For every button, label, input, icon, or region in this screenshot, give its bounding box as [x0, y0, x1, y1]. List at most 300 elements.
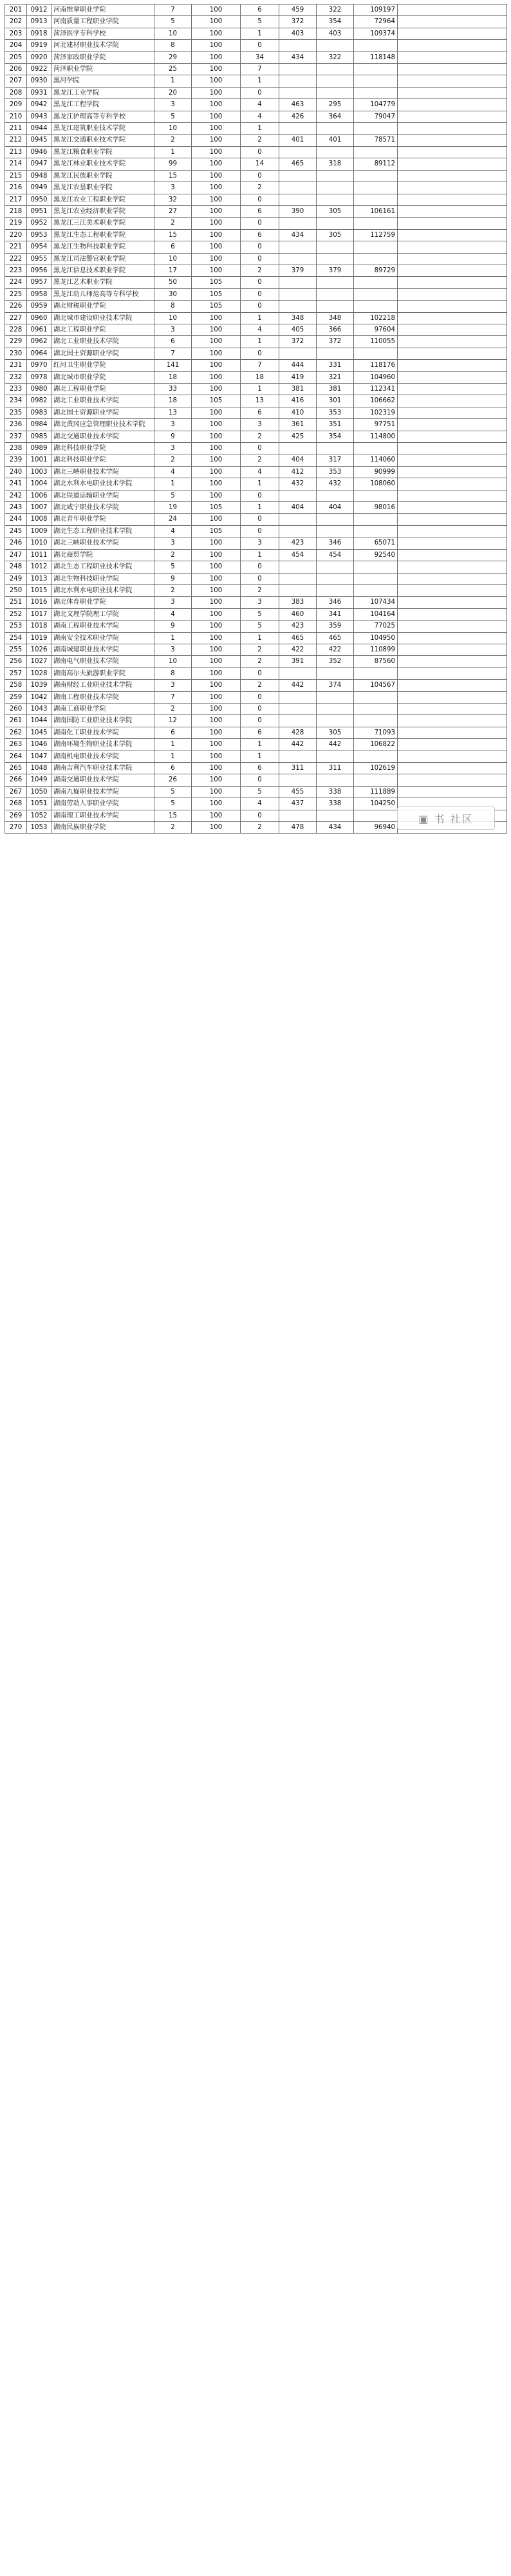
cell-adm: 0: [241, 667, 279, 679]
table-row: [5, 549, 507, 561]
cell-score: 100: [192, 360, 241, 371]
cell-rank: [354, 810, 398, 821]
cell-name: 黑龙江生物科技职业学院: [51, 241, 154, 253]
cell-score: 100: [192, 348, 241, 359]
cell-blank: [398, 644, 507, 655]
cell-min: 454: [317, 549, 354, 561]
cell-score: 100: [192, 16, 241, 28]
cell-min: 354: [317, 16, 354, 28]
table-row: [5, 229, 507, 241]
cell-score: 100: [192, 146, 241, 158]
cell-score: 105: [192, 395, 241, 407]
cell-code: 0970: [27, 360, 51, 371]
cell-max: 465: [279, 632, 317, 644]
cell-no: 265: [5, 763, 27, 774]
cell-min: [317, 75, 354, 87]
cell-min: 379: [317, 265, 354, 276]
cell-no: 228: [5, 324, 27, 335]
cell-rank: 98016: [354, 502, 398, 514]
cell-no: 217: [5, 194, 27, 205]
cell-name: 黑龙江农业经济职业学院: [51, 205, 154, 217]
cell-min: [317, 194, 354, 205]
cell-code: 1006: [27, 490, 51, 501]
cell-name: 湖北工业职业技术学院: [51, 395, 154, 407]
table-body: [5, 5, 507, 834]
cell-max: [279, 443, 317, 454]
cell-name: 湖南电气职业技术学院: [51, 656, 154, 667]
cell-adm: 1: [241, 75, 279, 87]
cell-blank: [398, 525, 507, 537]
cell-score: 100: [192, 490, 241, 501]
cell-blank: [398, 301, 507, 312]
table-row: [5, 312, 507, 324]
cell-rank: [354, 525, 398, 537]
cell-min: [317, 715, 354, 727]
cell-plan: 50: [154, 277, 192, 288]
cell-name: 黑龙江交通职业技术学院: [51, 135, 154, 146]
cell-score: 100: [192, 751, 241, 762]
cell-no: 208: [5, 87, 27, 98]
cell-code: 0958: [27, 288, 51, 300]
cell-plan: 1: [154, 751, 192, 762]
cell-min: 359: [317, 621, 354, 632]
admission-data-table: [5, 4, 507, 834]
cell-plan: 15: [154, 170, 192, 182]
cell-max: [279, 146, 317, 158]
cell-score: 100: [192, 182, 241, 194]
cell-rank: 97604: [354, 324, 398, 335]
cell-no: 202: [5, 16, 27, 28]
cell-blank: [398, 229, 507, 241]
cell-code: 0943: [27, 111, 51, 122]
cell-no: 252: [5, 608, 27, 620]
cell-no: 215: [5, 170, 27, 182]
cell-min: 401: [317, 135, 354, 146]
cell-no: 205: [5, 51, 27, 63]
cell-code: 1049: [27, 774, 51, 786]
cell-no: 210: [5, 111, 27, 122]
cell-name: 黑龙江粮食职业学院: [51, 146, 154, 158]
cell-adm: 0: [241, 288, 279, 300]
cell-rank: [354, 170, 398, 182]
site-watermark-logo: ▣ 书 社区: [397, 807, 495, 830]
cell-min: [317, 288, 354, 300]
cell-name: 湖北生物科技职业学院: [51, 573, 154, 584]
cell-plan: 20: [154, 87, 192, 98]
cell-blank: [398, 537, 507, 549]
cell-code: 1013: [27, 573, 51, 584]
cell-blank: [398, 407, 507, 418]
cell-no: 261: [5, 715, 27, 727]
table-row: [5, 632, 507, 644]
cell-blank: [398, 241, 507, 253]
table-row: [5, 87, 507, 98]
cell-code: 1003: [27, 466, 51, 478]
cell-adm: 0: [241, 525, 279, 537]
cell-blank: [398, 111, 507, 122]
cell-max: [279, 774, 317, 786]
cell-blank: [398, 584, 507, 596]
cell-rank: 104779: [354, 99, 398, 111]
cell-rank: 114060: [354, 454, 398, 466]
cell-blank: [398, 16, 507, 28]
cell-no: 209: [5, 99, 27, 111]
cell-min: 434: [317, 822, 354, 834]
cell-min: 305: [317, 205, 354, 217]
cell-adm: 1: [241, 28, 279, 39]
cell-max: 401: [279, 135, 317, 146]
cell-adm: 1: [241, 312, 279, 324]
cell-plan: 5: [154, 786, 192, 798]
cell-rank: [354, 348, 398, 359]
cell-rank: 104960: [354, 371, 398, 383]
cell-rank: 89112: [354, 158, 398, 170]
cell-blank: [398, 371, 507, 383]
cell-min: 305: [317, 229, 354, 241]
cell-name: 湖南财经工业职业技术学院: [51, 680, 154, 691]
cell-adm: 0: [241, 443, 279, 454]
cell-score: 105: [192, 277, 241, 288]
cell-plan: 15: [154, 810, 192, 821]
cell-score: 100: [192, 241, 241, 253]
cell-rank: [354, 87, 398, 98]
table-row: [5, 277, 507, 288]
cell-adm: 0: [241, 514, 279, 525]
cell-min: 348: [317, 312, 354, 324]
cell-min: [317, 64, 354, 75]
cell-name: 湖北科技职业学院: [51, 443, 154, 454]
cell-code: 1053: [27, 822, 51, 834]
cell-max: [279, 301, 317, 312]
cell-score: 100: [192, 75, 241, 87]
table-row: [5, 407, 507, 418]
cell-code: 0956: [27, 265, 51, 276]
cell-rank: 108060: [354, 478, 398, 490]
cell-no: 268: [5, 798, 27, 810]
cell-max: 442: [279, 739, 317, 751]
cell-blank: [398, 99, 507, 111]
cell-score: 100: [192, 537, 241, 549]
cell-no: 260: [5, 703, 27, 714]
cell-code: 0960: [27, 312, 51, 324]
cell-blank: [398, 656, 507, 667]
table-row: [5, 265, 507, 276]
cell-plan: 9: [154, 431, 192, 442]
cell-name: 红河卫生职业学院: [51, 360, 154, 371]
cell-name: 河南质量工程职业学院: [51, 16, 154, 28]
cell-code: 1004: [27, 478, 51, 490]
cell-plan: 2: [154, 454, 192, 466]
cell-code: 0982: [27, 395, 51, 407]
cell-code: 0931: [27, 87, 51, 98]
cell-blank: [398, 135, 507, 146]
cell-adm: 7: [241, 360, 279, 371]
cell-min: 372: [317, 336, 354, 348]
cell-blank: [398, 123, 507, 135]
cell-code: 1026: [27, 644, 51, 655]
cell-max: [279, 703, 317, 714]
cell-max: [279, 75, 317, 87]
cell-rank: 90999: [354, 466, 398, 478]
cell-code: 1008: [27, 514, 51, 525]
cell-name: 黑龙江护理高等专科学校: [51, 111, 154, 122]
cell-no: 222: [5, 253, 27, 265]
cell-plan: 5: [154, 561, 192, 573]
cell-min: 338: [317, 786, 354, 798]
cell-code: 0980: [27, 384, 51, 395]
cell-min: [317, 810, 354, 821]
cell-adm: 0: [241, 348, 279, 359]
cell-adm: 1: [241, 384, 279, 395]
cell-min: 311: [317, 763, 354, 774]
cell-plan: 4: [154, 608, 192, 620]
cell-code: 0946: [27, 146, 51, 158]
cell-max: 444: [279, 360, 317, 371]
cell-adm: 2: [241, 822, 279, 834]
cell-blank: [398, 419, 507, 431]
cell-no: 226: [5, 301, 27, 312]
cell-adm: 0: [241, 691, 279, 703]
cell-max: [279, 751, 317, 762]
cell-name: 菏泽职业学院: [51, 64, 154, 75]
cell-plan: 5: [154, 490, 192, 501]
cell-name: 黑龙江艺术职业学院: [51, 277, 154, 288]
cell-blank: [398, 549, 507, 561]
cell-no: 234: [5, 395, 27, 407]
cell-plan: 3: [154, 419, 192, 431]
cell-code: 0957: [27, 277, 51, 288]
cell-no: 235: [5, 407, 27, 418]
cell-plan: 141: [154, 360, 192, 371]
cell-plan: 6: [154, 241, 192, 253]
cell-plan: 8: [154, 667, 192, 679]
cell-rank: [354, 751, 398, 762]
cell-score: 100: [192, 549, 241, 561]
cell-name: 湖南安全技术职业学院: [51, 632, 154, 644]
table-row: [5, 205, 507, 217]
cell-score: 100: [192, 822, 241, 834]
table-row: [5, 490, 507, 501]
cell-rank: [354, 64, 398, 75]
table-row: [5, 751, 507, 762]
table-row: [5, 525, 507, 537]
cell-blank: [398, 621, 507, 632]
cell-plan: 1: [154, 739, 192, 751]
cell-code: 0964: [27, 348, 51, 359]
cell-adm: 0: [241, 703, 279, 714]
cell-rank: 96940: [354, 822, 398, 834]
table-row: [5, 182, 507, 194]
cell-name: 黑龙江幼儿师范高等专科学校: [51, 288, 154, 300]
cell-no: 212: [5, 135, 27, 146]
cell-plan: 5: [154, 798, 192, 810]
table-row: [5, 16, 507, 28]
cell-min: 338: [317, 798, 354, 810]
cell-name: 湖北体育职业学院: [51, 597, 154, 608]
cell-adm: 0: [241, 218, 279, 229]
cell-plan: 2: [154, 218, 192, 229]
table-row: [5, 478, 507, 490]
cell-max: [279, 194, 317, 205]
cell-plan: 17: [154, 265, 192, 276]
cell-min: [317, 241, 354, 253]
cell-score: 105: [192, 502, 241, 514]
cell-max: 428: [279, 727, 317, 738]
cell-max: 426: [279, 111, 317, 122]
cell-adm: 0: [241, 301, 279, 312]
cell-adm: 1: [241, 478, 279, 490]
cell-name: 湖南化工职业技术学院: [51, 727, 154, 738]
cell-name: 湖南理工职业技术学院: [51, 810, 154, 821]
cell-blank: [398, 194, 507, 205]
cell-name: 湖南机电职业技术学院: [51, 751, 154, 762]
cell-blank: [398, 158, 507, 170]
table-row: [5, 703, 507, 714]
cell-blank: [398, 443, 507, 454]
cell-plan: 10: [154, 656, 192, 667]
cell-score: 100: [192, 324, 241, 335]
cell-plan: 3: [154, 680, 192, 691]
cell-name: 湖南城建职业技术学院: [51, 644, 154, 655]
cell-max: 460: [279, 608, 317, 620]
cell-code: 0961: [27, 324, 51, 335]
cell-no: 267: [5, 786, 27, 798]
cell-plan: 1: [154, 75, 192, 87]
cell-blank: [398, 774, 507, 786]
cell-rank: 106822: [354, 739, 398, 751]
cell-max: 410: [279, 407, 317, 418]
cell-max: 434: [279, 51, 317, 63]
cell-min: [317, 87, 354, 98]
cell-code: 0930: [27, 75, 51, 87]
cell-no: 242: [5, 490, 27, 501]
cell-min: [317, 182, 354, 194]
table-row: [5, 111, 507, 122]
cell-code: 1015: [27, 584, 51, 596]
cell-code: 0989: [27, 443, 51, 454]
cell-min: [317, 218, 354, 229]
cell-plan: 10: [154, 312, 192, 324]
cell-max: [279, 40, 317, 51]
table-row: [5, 28, 507, 39]
cell-min: [317, 301, 354, 312]
cell-rank: [354, 146, 398, 158]
cell-score: 100: [192, 431, 241, 442]
cell-name: 湖北青年职业学院: [51, 514, 154, 525]
table-row: [5, 656, 507, 667]
cell-max: 423: [279, 537, 317, 549]
cell-score: 100: [192, 561, 241, 573]
cell-name: 湖北水利水电职业技术学院: [51, 584, 154, 596]
cell-code: 1017: [27, 608, 51, 620]
cell-code: 1039: [27, 680, 51, 691]
cell-no: 266: [5, 774, 27, 786]
cell-no: 253: [5, 621, 27, 632]
table-row: [5, 561, 507, 573]
cell-code: 1012: [27, 561, 51, 573]
cell-name: 黑龙江三江美术职业学院: [51, 218, 154, 229]
cell-code: 0945: [27, 135, 51, 146]
cell-rank: [354, 703, 398, 714]
cell-name: 河北建材职业技术学院: [51, 40, 154, 51]
cell-adm: 3: [241, 537, 279, 549]
cell-max: 372: [279, 16, 317, 28]
cell-score: 100: [192, 218, 241, 229]
cell-max: 425: [279, 431, 317, 442]
cell-adm: 0: [241, 40, 279, 51]
table-row: [5, 502, 507, 514]
cell-blank: [398, 336, 507, 348]
cell-score: 100: [192, 680, 241, 691]
cell-plan: 99: [154, 158, 192, 170]
cell-score: 100: [192, 253, 241, 265]
cell-code: 0912: [27, 5, 51, 16]
cell-score: 100: [192, 584, 241, 596]
cell-rank: 87560: [354, 656, 398, 667]
cell-blank: [398, 360, 507, 371]
cell-adm: 6: [241, 727, 279, 738]
cell-blank: [398, 739, 507, 751]
cell-min: 353: [317, 466, 354, 478]
cell-name: 湖北黄冈应急管理职业技术学院: [51, 419, 154, 431]
cell-rank: 109374: [354, 28, 398, 39]
table-row: [5, 763, 507, 774]
cell-code: 0985: [27, 431, 51, 442]
cell-code: 0922: [27, 64, 51, 75]
cell-adm: 2: [241, 680, 279, 691]
cell-score: 105: [192, 288, 241, 300]
table-row: [5, 739, 507, 751]
cell-code: 1010: [27, 537, 51, 549]
cell-adm: 2: [241, 644, 279, 655]
cell-no: 233: [5, 384, 27, 395]
cell-score: 100: [192, 135, 241, 146]
cell-score: 100: [192, 158, 241, 170]
cell-no: 227: [5, 312, 27, 324]
cell-max: 348: [279, 312, 317, 324]
cell-blank: [398, 514, 507, 525]
cell-adm: 1: [241, 502, 279, 514]
cell-code: 0918: [27, 28, 51, 39]
cell-code: 0947: [27, 158, 51, 170]
cell-no: 243: [5, 502, 27, 514]
table-row: [5, 727, 507, 738]
table-row: [5, 241, 507, 253]
cell-code: 1016: [27, 597, 51, 608]
cell-blank: [398, 182, 507, 194]
cell-blank: [398, 5, 507, 16]
cell-max: [279, 715, 317, 727]
cell-score: 100: [192, 265, 241, 276]
cell-max: [279, 810, 317, 821]
cell-blank: [398, 573, 507, 584]
cell-name: 湖北财税职业学院: [51, 301, 154, 312]
table-row: [5, 691, 507, 703]
cell-rank: 65071: [354, 537, 398, 549]
cell-no: 269: [5, 810, 27, 821]
cell-max: 311: [279, 763, 317, 774]
cell-max: 463: [279, 99, 317, 111]
cell-adm: 1: [241, 632, 279, 644]
cell-rank: 102619: [354, 763, 398, 774]
cell-name: 湖北科技职业学院: [51, 454, 154, 466]
cell-plan: 2: [154, 135, 192, 146]
cell-rank: 114800: [354, 431, 398, 442]
cell-rank: 104950: [354, 632, 398, 644]
cell-rank: 104164: [354, 608, 398, 620]
cell-adm: 1: [241, 123, 279, 135]
cell-no: 230: [5, 348, 27, 359]
